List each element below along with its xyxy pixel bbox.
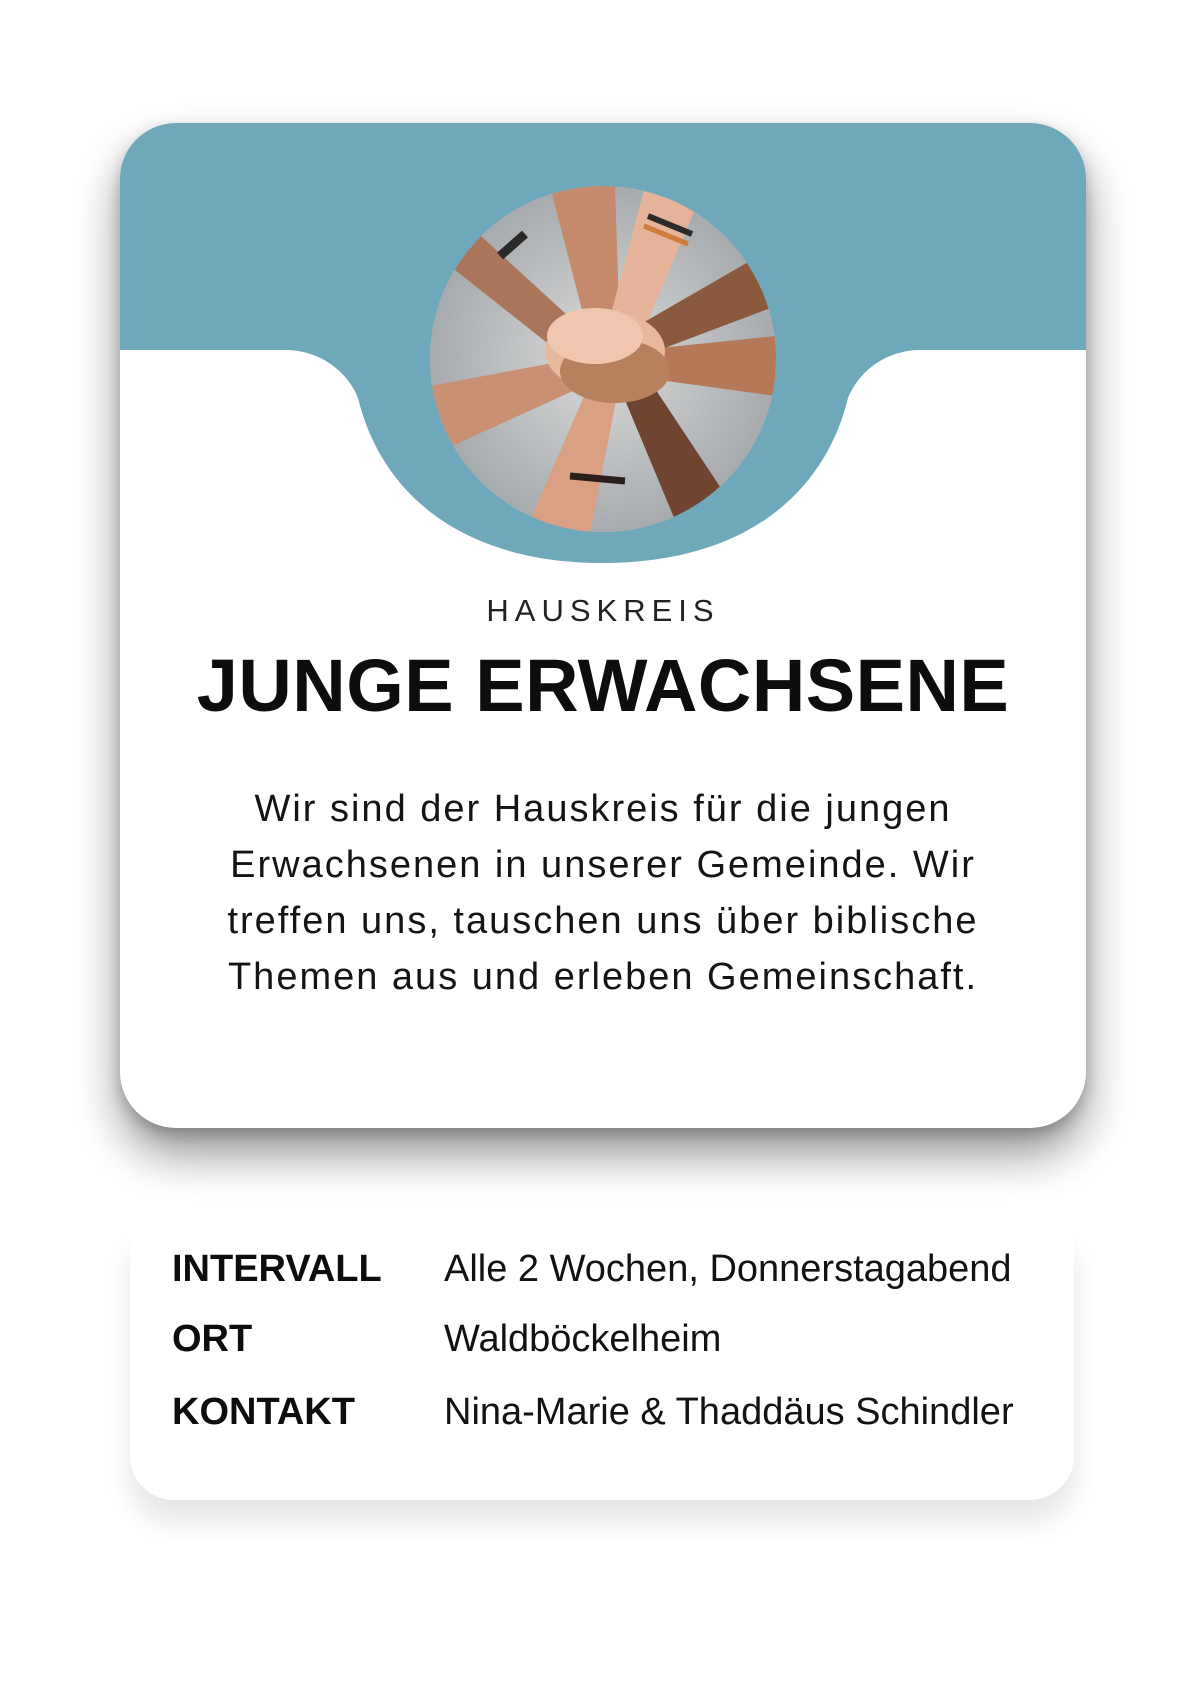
page-title: JUNGE ERWACHSENE: [196, 644, 1010, 727]
detail-row-intervall: [172, 1244, 1052, 1294]
detail-label: INTERVALL: [172, 1248, 382, 1290]
detail-label: ORT: [172, 1318, 253, 1360]
detail-value: Nina-Marie & Thaddäus Schindler: [444, 1391, 1014, 1433]
category-eyebrow: HAUSKREIS: [486, 593, 720, 628]
detail-value: Alle 2 Wochen, Donnerstagabend: [444, 1248, 1012, 1290]
group-card: [120, 123, 1086, 1128]
hands-together-photo: [430, 186, 776, 532]
detail-row-kontakt: [172, 1387, 1052, 1437]
detail-row-ort: [172, 1314, 1052, 1364]
group-description: Wir sind der Hauskreis für die jungen Erwachsenen in unserer Gemeinde. Wir treffen uns, tauschen uns über biblische Themen aus und erleben Gemeinschaft.: [227, 788, 979, 998]
detail-value: Waldböckelheim: [444, 1318, 722, 1360]
detail-label: KONTAKT: [172, 1391, 355, 1433]
details-panel: [130, 1232, 1074, 1500]
